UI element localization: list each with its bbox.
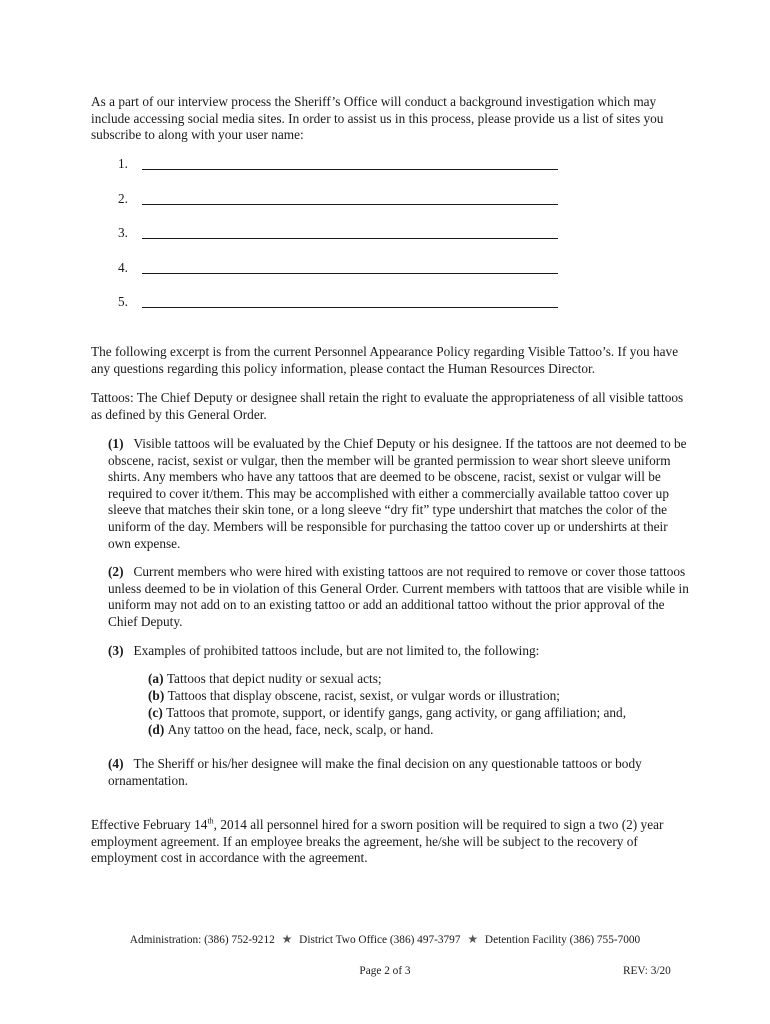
blank-line-field[interactable] [142,192,558,205]
admin-phone: Administration: (386) 752-9212 [129,934,275,946]
list-item [148,688,708,705]
revision-label: REV: 3/20 [623,965,671,977]
star-icon: ★ [281,932,293,946]
detention-phone: Detention Facility (386) 755-7000 [484,934,641,946]
item-number: (4) [108,756,124,771]
blank-line-field[interactable] [142,226,558,239]
item-text: Visible tattoos will be evaluated by the Chief Deputy or his designee. If the tattoos are not deemed to be obscene, racist, sexist or vulgar, then the member will be granted permission to wear short sleeve uniform shirts. Any members who have any tattoos that are deemed to be obscene, racist, sexist or vulgar will be required to cover it/them. This may be accomplished with either a commercially available tattoo cover up sleeve that matches their skin tone, or a long sleeve “dry fit” type undershirt that matches the color of the uniform of the day. Members will be responsible for purchasing the tattoo cover up or undershirts at their own expense. [108,436,687,551]
list-item [148,722,708,739]
page-number: Page 2 of 3 [359,965,411,977]
list-item [148,671,708,688]
item-letter: (d) [148,722,165,737]
policy-item-4 [108,756,693,789]
list-number: 4. [118,259,128,275]
list-item [118,225,558,260]
item-text: Examples of prohibited tattoos include, but are not limited to, the following: [133,643,540,658]
tattoos-paragraph: Tattoos: The Chief Deputy or designee shall retain the right to evaluate the appropriateness of all visible tattoos as defined by this General Order. [91,390,684,422]
item-text: The Sheriff or his/her designee will make the final decision on any questionable tattoos or body ornamentation. [108,756,642,788]
district-phone: District Two Office (386) 497-3797 [299,934,461,946]
item-text: Current members who were hired with existing tattoos are not required to remove or cover those tattoos unless deemed to be in violation of this General Order. Current members with tattoos that are visible while in uniform may not add on to an existing tattoo or add an additional tattoo without the prior approval of the Chief Deputy. [108,564,689,629]
item-text: Tattoos that depict nudity or sexual acts; [166,671,382,686]
list-number: 5. [118,294,128,310]
list-number: 3. [118,225,128,241]
list-item [148,705,708,722]
policy-item-1 [108,436,693,552]
item-number: (3) [108,643,124,658]
item-text: Tattoos that promote, support, or identify gangs, gang activity, or gang affiliation; and, [166,705,627,720]
blank-line-field[interactable] [142,295,558,308]
footer-contacts [0,931,770,949]
excerpt-paragraph: The following excerpt is from the current Personnel Appearance Policy regarding Visible Tattoo’s. If you have any questions regarding this policy information, please contact the Human Resources Director. [91,344,679,376]
item-letter: (c) [148,705,163,720]
item-number: (2) [108,564,124,579]
item-number: (1) [108,436,124,451]
list-item [118,191,558,226]
prohibited-list [148,671,708,739]
blank-line-field[interactable] [142,157,558,170]
item-letter: (a) [148,671,164,686]
social-media-list [118,156,558,329]
list-item [118,260,558,295]
star-icon: ★ [467,932,479,946]
item-text: Any tattoo on the head, face, neck, scalp, or hand. [167,722,434,737]
list-item [118,294,558,329]
intro-paragraph: As a part of our interview process the Sheriff’s Office will conduct a background investigation which may include accessing social media sites. In order to assist us in this process, please provide us a list of sites you subscribe to along with your user name: [91,94,664,143]
blank-line-field[interactable] [142,261,558,274]
list-item [118,156,558,191]
item-letter: (b) [148,688,165,703]
policy-item-2 [108,564,693,630]
policy-item-3 [108,643,693,660]
list-number: 1. [118,156,128,171]
item-text: Tattoos that display obscene, racist, sexist, or vulgar words or illustration; [167,688,560,703]
effective-paragraph: Effective February 14th, 2014 all personnel hired for a sworn position will be required to sign a two (2) year employment agreement. If an employee breaks the agreement, he/she will be subject to the recovery of employment cost in accordance with the agreement. [91,816,664,866]
list-number: 2. [118,190,128,206]
